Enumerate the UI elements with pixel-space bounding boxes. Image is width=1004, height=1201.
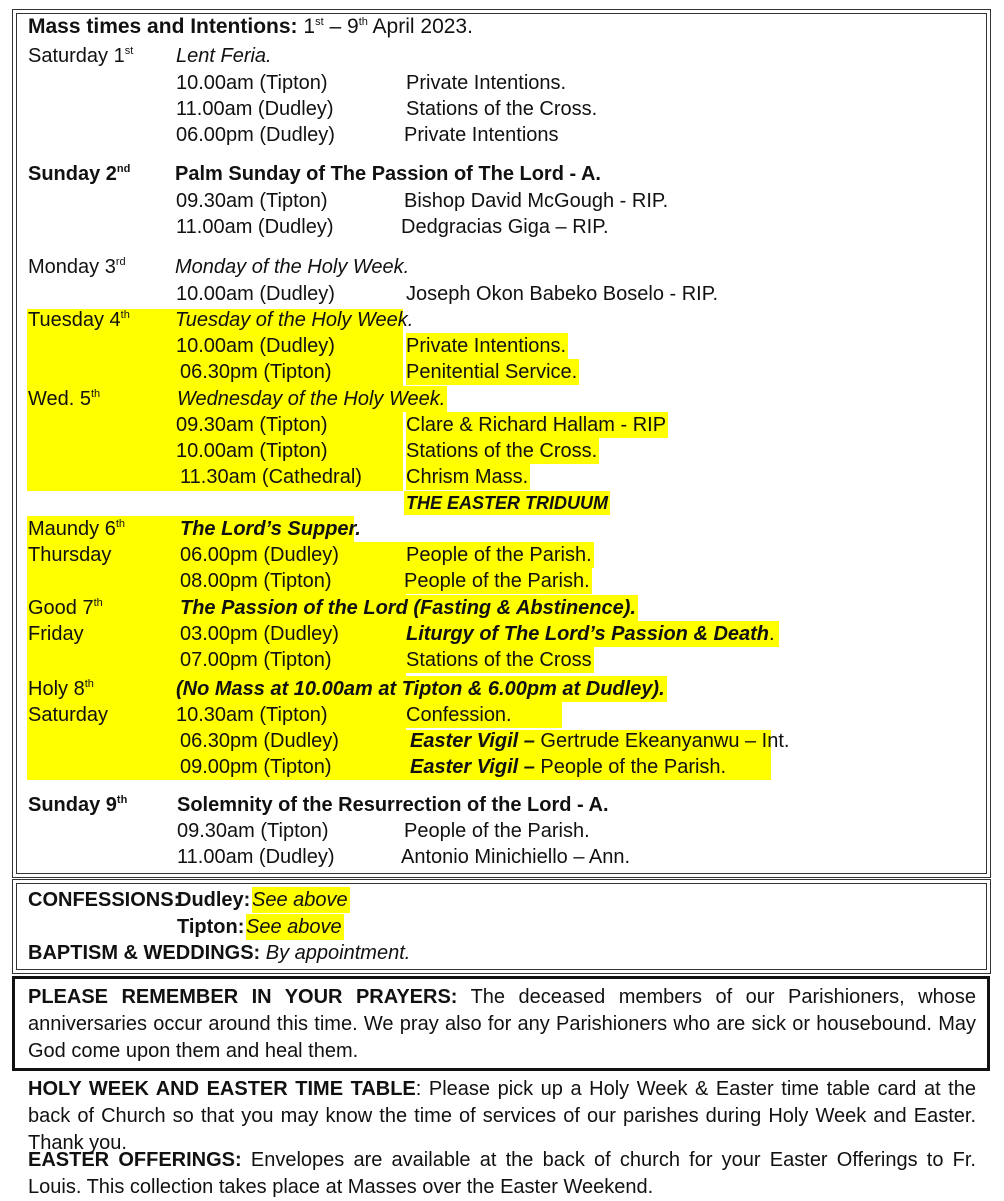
mass-intention: Private Intentions. bbox=[406, 72, 567, 94]
mass-time: 06.00pm (Dudley) bbox=[180, 544, 339, 566]
mass-intention: Chrism Mass. bbox=[406, 466, 529, 488]
mass-intention: Easter Vigil – Gertrude Ekeanyanwu – Int. bbox=[410, 730, 790, 752]
mass-time: 06.30pm (Tipton) bbox=[180, 361, 332, 383]
day-label: Saturday 1st bbox=[28, 45, 134, 67]
mass-time: 09.30am (Tipton) bbox=[177, 820, 329, 842]
day-label-2: Thursday bbox=[28, 544, 112, 566]
mass-intention: Stations of the Cross. bbox=[406, 440, 598, 462]
day-label: Holy 8th bbox=[28, 678, 94, 700]
mass-time: 09.30am (Tipton) bbox=[176, 414, 328, 436]
baptism-line: BAPTISM & WEDDINGS: By appointment. bbox=[28, 942, 411, 964]
day-label: Tuesday 4th bbox=[28, 309, 130, 331]
day-label-2: Friday bbox=[28, 623, 84, 645]
mass-intention: Bishop David McGough - RIP. bbox=[404, 190, 669, 212]
feast-title: The Passion of the Lord (Fasting & Abstinence). bbox=[180, 597, 636, 619]
feast-title: (No Mass at 10.00am at Tipton & 6.00pm at Dudley). bbox=[176, 678, 665, 700]
feast-title: The Lord’s Supper. bbox=[180, 518, 361, 540]
mass-intention: Easter Vigil – People of the Parish. bbox=[410, 756, 727, 778]
day-label: Sunday 2nd bbox=[28, 163, 131, 185]
mass-intention: Stations of the Cross. bbox=[406, 98, 598, 120]
mass-intention: Joseph Okon Babeko Boselo - RIP. bbox=[406, 283, 719, 305]
feast-title: Solemnity of the Resurrection of the Lord - A. bbox=[177, 794, 609, 816]
confessions-dudley-value: See above bbox=[252, 889, 348, 911]
mass-time: 10.00am (Tipton) bbox=[176, 440, 328, 462]
mass-intention: Dedgracias Giga – RIP. bbox=[401, 216, 609, 238]
mass-time: 09.00pm (Tipton) bbox=[180, 756, 332, 778]
feast-title: Wednesday of the Holy Week. bbox=[177, 388, 446, 410]
mass-time: 07.00pm (Tipton) bbox=[180, 649, 332, 671]
mass-intention: Stations of the Cross bbox=[406, 649, 592, 671]
offerings-paragraph: EASTER OFFERINGS: Envelopes are available at the back of church for your Easter Offerings to Fr. Louis. This collection takes place at Masses over the Easter Weekend. bbox=[28, 1149, 976, 1198]
mass-time: 10.00am (Tipton) bbox=[176, 72, 328, 94]
day-label-2: Saturday bbox=[28, 704, 109, 726]
mass-intention: People of the Parish. bbox=[406, 544, 592, 566]
mass-time: 06.30pm (Dudley) bbox=[180, 730, 339, 752]
mass-intention: Private Intentions. bbox=[406, 335, 567, 357]
mass-time: 10.00am (Dudley) bbox=[176, 283, 335, 305]
mass-time: 06.00pm (Dudley) bbox=[176, 124, 335, 146]
feast-title: Palm Sunday of The Passion of The Lord - A. bbox=[175, 163, 601, 185]
day-label: Maundy 6th bbox=[28, 518, 126, 540]
prayers-paragraph: PLEASE REMEMBER IN YOUR PRAYERS: The deceased members of our Parishioners, whose anniversaries occur around this time. We pray also for any Parishioners who are sick or housebound. May God come upon them and heal them. bbox=[28, 986, 976, 1062]
confessions-tipton-label: Tipton: bbox=[177, 916, 245, 938]
feast-title: Lent Feria. bbox=[176, 45, 272, 67]
mass-intention: Penitential Service. bbox=[406, 361, 578, 383]
confessions-dudley-label: Dudley: bbox=[177, 889, 251, 911]
mass-time: 09.30am (Tipton) bbox=[176, 190, 328, 212]
day-label: Sunday 9th bbox=[28, 794, 128, 816]
feast-title: Monday of the Holy Week. bbox=[175, 256, 410, 278]
confessions-tipton-value: See above bbox=[246, 916, 342, 938]
highlight-band bbox=[27, 542, 176, 780]
mass-intention: People of the Parish. bbox=[404, 820, 590, 842]
mass-intention: Confession. bbox=[406, 702, 562, 728]
mass-time: 03.00pm (Dudley) bbox=[180, 623, 339, 645]
page-title: Mass times and Intentions: 1st – 9th April 2023. bbox=[28, 15, 473, 38]
triduum-heading: THE EASTER TRIDUUM bbox=[406, 493, 608, 513]
confessions-label: CONFESSIONS: bbox=[28, 889, 181, 911]
mass-time: 11.30am (Cathedral) bbox=[180, 466, 362, 488]
mass-time: 08.00pm (Tipton) bbox=[180, 570, 332, 592]
feast-title: Tuesday of the Holy Week. bbox=[175, 309, 414, 331]
holy-week-paragraph: HOLY WEEK AND EASTER TIME TABLE: Please pick up a Holy Week & Easter time table card at the back of Church so that you may know the time of services of our parishes during Holy Week and Easter. Thank you. bbox=[28, 1078, 976, 1154]
mass-intention: Liturgy of The Lord’s Passion & Death. bbox=[406, 621, 779, 647]
mass-intention: Antonio Minichiello – Ann. bbox=[401, 846, 631, 868]
mass-intention: People of the Parish. bbox=[404, 570, 590, 592]
mass-intention: Clare & Richard Hallam - RIP bbox=[406, 414, 667, 436]
day-label: Monday 3rd bbox=[28, 256, 126, 278]
mass-time: 10.00am (Dudley) bbox=[176, 335, 335, 357]
mass-intention: Private Intentions bbox=[404, 124, 559, 146]
day-label: Wed. 5th bbox=[28, 388, 101, 410]
day-label: Good 7th bbox=[28, 597, 103, 619]
mass-time: 11.00am (Dudley) bbox=[177, 846, 335, 868]
mass-time: 10.30am (Tipton) bbox=[176, 704, 328, 726]
mass-time: 11.00am (Dudley) bbox=[176, 216, 334, 238]
mass-time: 11.00am (Dudley) bbox=[176, 98, 334, 120]
